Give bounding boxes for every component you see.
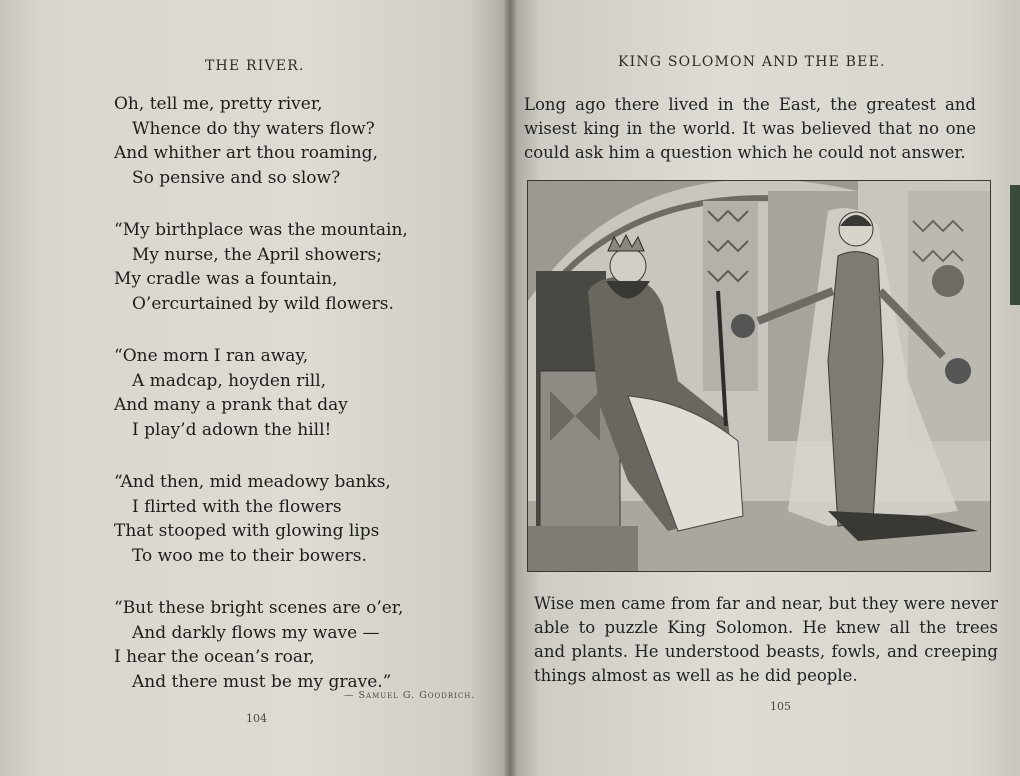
poem-line: My nurse, the April showers; [132,244,382,265]
poem-line: To woo me to their bowers. [132,545,367,566]
page-number-left: 104 [246,712,267,725]
poem-title: THE RIVER. [205,58,305,74]
story-title: KING SOLOMON AND THE BEE. [618,54,886,70]
poem-line: “One morn I ran away, [114,346,309,366]
story-paragraph-1: Long ago there lived in the East, the greatest and wisest king in the world. It was believed that no one could ask him a question which he could not answer. [524,95,976,162]
poem-line: “My birthplace was the mountain, [114,220,408,240]
poem-line: And whither art thou roaming, [114,143,378,163]
poem-line: I play’d adown the hill! [132,419,332,440]
story-paragraph-2: Wise men came from far and near, but they were never able to puzzle King Solomon. He knew all the trees and plants. He understood beasts, fowls, and creeping things almost as well as he did people. [534,594,998,685]
poem-stanza [114,218,494,316]
poem-line: “But these bright scenes are o’er, [114,598,404,618]
poem-line: And there must be my grave.” [132,671,392,692]
poem-line: I hear the ocean’s roar, [114,647,315,667]
page-number-right: 105 [770,700,791,713]
poem-line: And many a prank that day [114,395,348,415]
poem-attribution: — Samuel G. Goodrich. [344,690,476,701]
book-gutter [503,0,517,776]
poem-line: I flirted with the flowers [132,496,342,517]
poem-stanza [114,344,494,442]
edge-bookmark [1010,185,1020,305]
poem-body [114,92,494,722]
poem-line: A madcap, hoyden rill, [132,370,327,391]
poem-line: And darkly flows my wave — [132,622,380,643]
poem-line: O’ercurtained by wild flowers. [132,293,394,314]
poem-stanza [114,92,494,190]
poem-line: Whence do thy waters flow? [132,118,375,139]
poem-line: Oh, tell me, pretty river, [114,94,323,114]
poem-line: My cradle was a fountain, [114,269,338,289]
poem-line: So pensive and so slow? [132,167,341,188]
poem-line: “And then, mid meadowy banks, [114,472,391,492]
poem-stanza [114,596,494,694]
poem-stanza [114,470,494,568]
king-solomon-illustration [527,180,991,572]
poem-line: That stooped with glowing lips [114,521,380,541]
